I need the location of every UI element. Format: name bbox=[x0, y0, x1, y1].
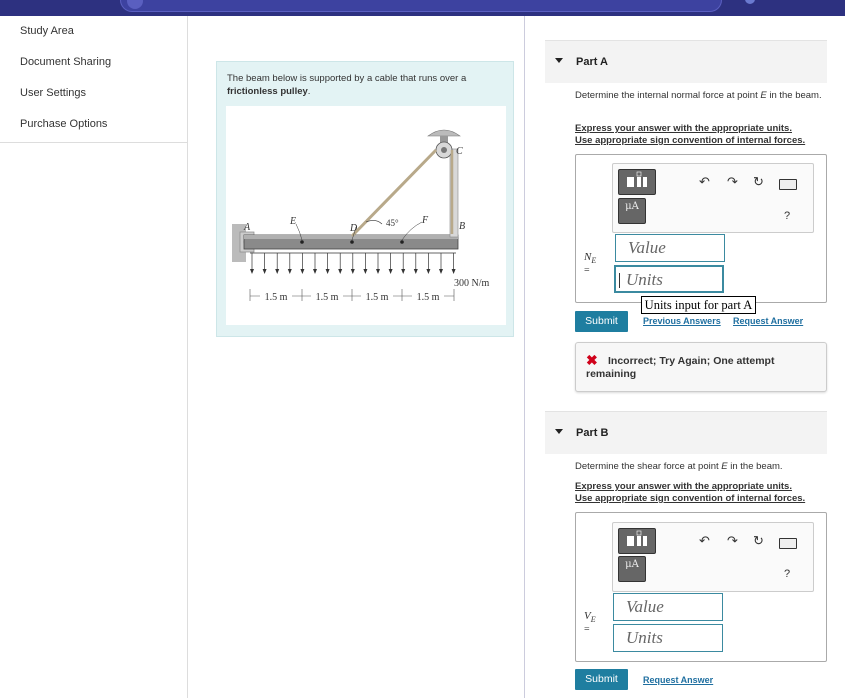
load-arrowhead bbox=[426, 269, 430, 274]
part-a-question bbox=[575, 90, 825, 102]
part-b-variable-label bbox=[584, 610, 596, 635]
redo-icon[interactable]: ↷ bbox=[727, 174, 738, 189]
part-b-instruction-sign: Use appropriate sign convention of internal forces. bbox=[575, 493, 806, 504]
keyboard-icon[interactable] bbox=[779, 538, 797, 549]
collapse-triangle-icon bbox=[555, 429, 563, 434]
sidebar bbox=[0, 16, 188, 698]
help-icon[interactable]: ? bbox=[784, 210, 791, 222]
part-b-instruction-units: Express your answer with the appropriate units. bbox=[575, 481, 792, 492]
load-arrowhead bbox=[389, 269, 393, 274]
feedback-message: Incorrect; Try Again; One attempt remaining bbox=[586, 355, 775, 380]
point-e bbox=[300, 240, 304, 244]
part-b-title: Part B bbox=[576, 427, 609, 439]
dim-label-3: 1.5 m bbox=[365, 292, 389, 303]
part-b-request-answer-link[interactable]: Request Answer bbox=[643, 675, 714, 685]
sidebar-menu bbox=[0, 16, 187, 143]
label-f: F bbox=[422, 215, 429, 226]
load-arrowhead bbox=[401, 269, 405, 274]
label-e: E bbox=[290, 216, 297, 227]
templates-icon bbox=[619, 529, 655, 553]
var-main: N bbox=[584, 251, 592, 263]
pulley-axle bbox=[441, 147, 447, 153]
load-arrowhead bbox=[452, 269, 456, 274]
previous-answers-link[interactable]: Previous Answers bbox=[643, 316, 721, 326]
distributed-load bbox=[250, 253, 456, 274]
templates-button[interactable] bbox=[618, 169, 656, 195]
beam-highlight bbox=[244, 235, 458, 239]
label-c: C bbox=[456, 146, 463, 157]
problem-text-bold: frictionless pulley bbox=[227, 86, 308, 97]
question-text: Determine the shear force at point bbox=[575, 461, 722, 472]
collapse-triangle-icon bbox=[555, 58, 563, 63]
load-arrowhead bbox=[351, 269, 355, 274]
load-arrowhead bbox=[263, 269, 267, 274]
label-a: A bbox=[244, 222, 251, 233]
undo-icon[interactable]: ↶ bbox=[699, 174, 710, 189]
point-f bbox=[400, 240, 404, 244]
var-main: V bbox=[584, 610, 591, 622]
sidebar-item-purchase-options[interactable]: Purchase Options bbox=[20, 118, 108, 130]
part-b-question bbox=[575, 461, 825, 473]
part-b-header[interactable] bbox=[545, 411, 827, 454]
dim-label-2: 1.5 m bbox=[315, 292, 339, 303]
var-sub: E bbox=[591, 256, 597, 266]
problem-text-end: . bbox=[307, 86, 311, 97]
part-a-variable-label bbox=[584, 251, 596, 276]
undo-icon[interactable]: ↶ bbox=[699, 533, 710, 548]
load-arrowhead bbox=[376, 269, 380, 274]
ceiling-mount bbox=[428, 130, 460, 136]
beam-diagram bbox=[226, 106, 506, 325]
part-a-value-input[interactable]: Value bbox=[615, 234, 725, 262]
part-a-feedback bbox=[575, 342, 827, 392]
dim-label-1: 1.5 m bbox=[264, 292, 288, 303]
part-a-answer-box bbox=[575, 154, 827, 303]
top-navigation-bar bbox=[0, 0, 845, 16]
part-b-submit-button[interactable]: Submit bbox=[575, 669, 628, 690]
var-eq: = bbox=[584, 624, 590, 636]
part-b-value-input[interactable]: Value bbox=[613, 593, 723, 621]
load-label: 300 N/m bbox=[454, 278, 490, 289]
part-a-instruction-units: Express your answer with the appropriate units. bbox=[575, 123, 792, 134]
problem-text bbox=[227, 72, 507, 98]
load-arrowhead bbox=[326, 269, 330, 274]
load-arrowhead bbox=[439, 269, 443, 274]
reset-icon[interactable]: ↻ bbox=[753, 174, 764, 189]
part-a-header[interactable] bbox=[545, 40, 827, 83]
dim-label-4: 1.5 m bbox=[416, 292, 440, 303]
beam-figure bbox=[226, 106, 506, 325]
sidebar-item-user-settings[interactable]: User Settings bbox=[20, 87, 87, 99]
part-a-title: Part A bbox=[576, 56, 608, 68]
search-icon bbox=[127, 0, 143, 9]
load-arrowhead bbox=[250, 269, 254, 274]
var-sub: E bbox=[590, 615, 596, 625]
part-a-units-input[interactable] bbox=[614, 265, 724, 293]
label-d: D bbox=[350, 223, 358, 234]
var-eq: = bbox=[584, 265, 590, 277]
angle-arc bbox=[366, 220, 382, 224]
load-arrowhead bbox=[313, 269, 317, 274]
load-arrowhead bbox=[275, 269, 279, 274]
load-arrowhead bbox=[414, 269, 418, 274]
text-cursor bbox=[619, 273, 620, 288]
sidebar-item-study-area[interactable]: Study Area bbox=[20, 25, 74, 37]
units-symbol-button[interactable]: μA bbox=[618, 198, 646, 224]
load-arrowhead bbox=[288, 269, 292, 274]
part-a-math-toolbar bbox=[612, 163, 814, 233]
question-var: E bbox=[760, 90, 767, 101]
load-arrowhead bbox=[363, 269, 367, 274]
angle-label: 45° bbox=[386, 218, 399, 228]
load-arrowhead bbox=[338, 269, 342, 274]
question-text-end: in the beam. bbox=[727, 461, 783, 472]
part-b-units-input[interactable]: Units bbox=[613, 624, 723, 652]
label-b: B bbox=[459, 221, 466, 232]
question-var: E bbox=[721, 461, 728, 472]
templates-button[interactable] bbox=[618, 528, 656, 554]
load-arrowhead bbox=[300, 269, 304, 274]
part-a-request-answer-link[interactable]: Request Answer bbox=[733, 316, 804, 326]
problem-text-part: The beam below is supported by a cable that runs over a bbox=[227, 73, 467, 84]
sidebar-item-document-sharing[interactable]: Document Sharing bbox=[20, 56, 112, 68]
search-bar[interactable] bbox=[120, 0, 722, 12]
part-a-instruction-sign: Use appropriate sign convention of internal forces. bbox=[575, 135, 806, 146]
redo-icon[interactable]: ↷ bbox=[727, 533, 738, 548]
pane-divider[interactable] bbox=[524, 16, 525, 698]
help-icon[interactable]: ? bbox=[784, 568, 791, 580]
templates-icon bbox=[619, 170, 655, 194]
units-symbol-button[interactable]: μA bbox=[618, 556, 646, 582]
account-icon[interactable] bbox=[745, 0, 755, 4]
reset-icon[interactable]: ↻ bbox=[753, 533, 764, 548]
keyboard-icon[interactable] bbox=[779, 179, 797, 190]
units-tooltip: Units input for part A bbox=[641, 296, 756, 314]
part-a-submit-button[interactable]: Submit bbox=[575, 311, 628, 332]
question-text: Determine the internal normal force at point bbox=[575, 90, 761, 101]
part-b-math-toolbar bbox=[612, 522, 814, 592]
units-placeholder: Units bbox=[626, 270, 663, 289]
incorrect-icon: ✖ bbox=[586, 352, 598, 368]
part-b-answer-box bbox=[575, 512, 827, 662]
question-text-end: in the beam. bbox=[766, 90, 822, 101]
problem-statement bbox=[216, 61, 514, 337]
point-d bbox=[350, 240, 354, 244]
